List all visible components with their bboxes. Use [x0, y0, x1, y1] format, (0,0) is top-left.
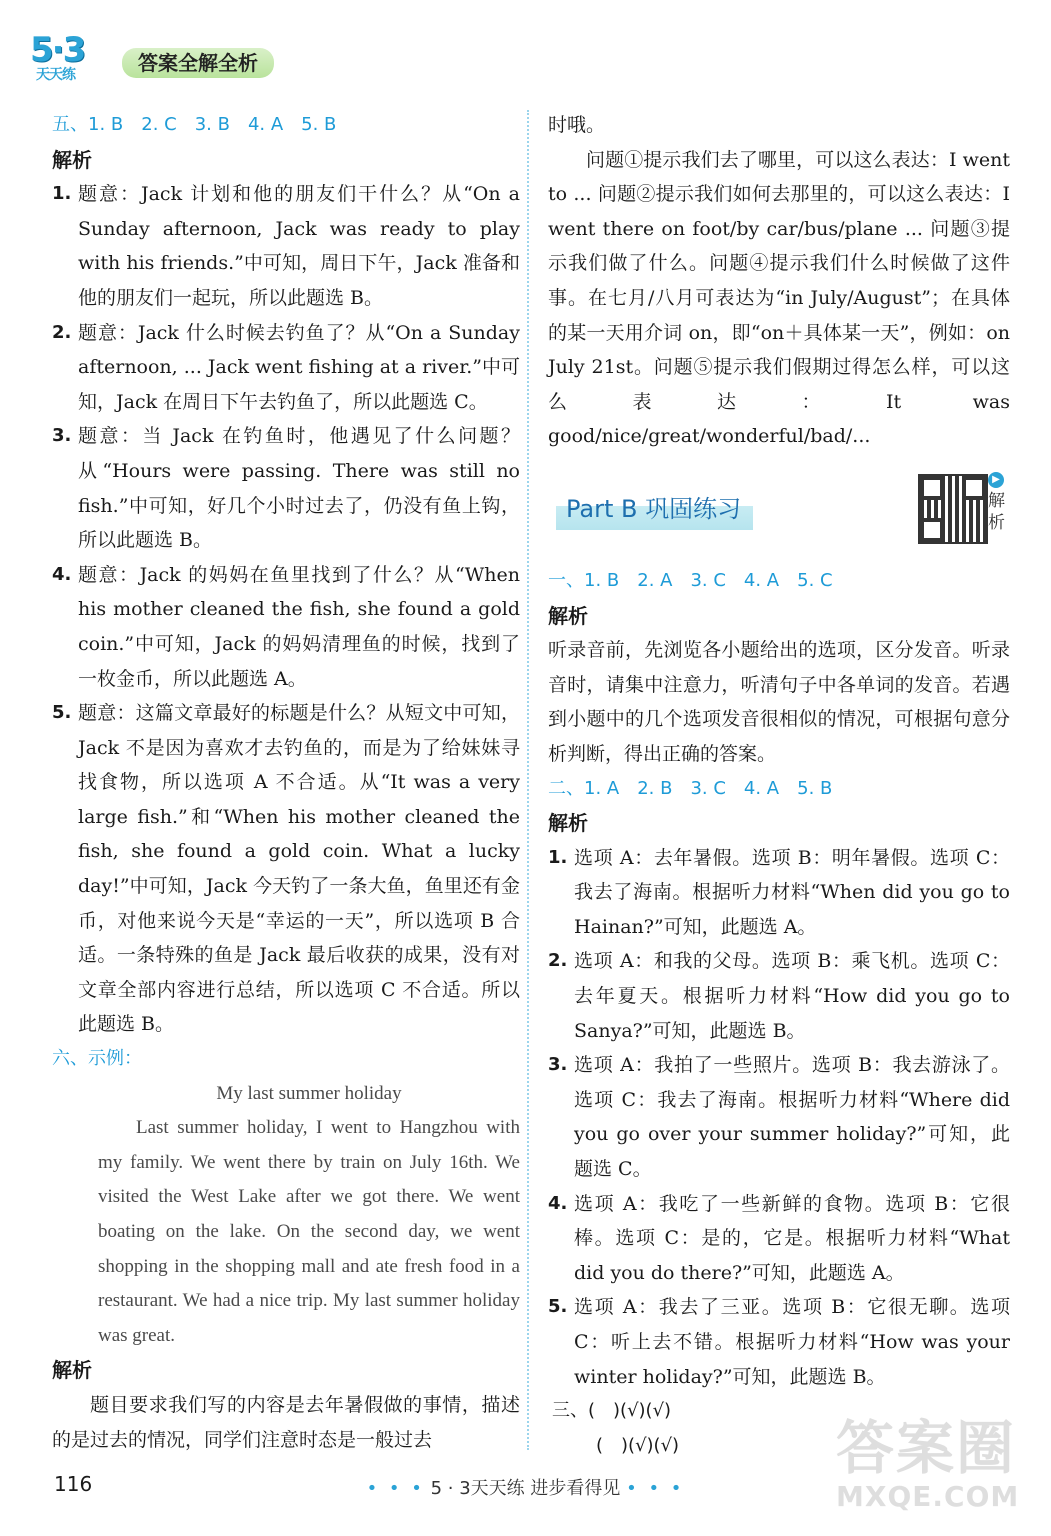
section1-answers: 一、1. B 2. A 3. C 4. A 5. C — [548, 569, 833, 591]
list-item — [52, 177, 520, 315]
check-row: 三、( )(√)(√) — [552, 1400, 672, 1422]
list-item — [548, 1290, 1010, 1394]
item-text: 选项 A：我吃了一些新鲜的食物。选项 B：它很棒。选项 C：是的，它是。根据听力材料“What did you do there?”可知，此题选 A。 — [574, 1192, 1010, 1284]
analysis-heading: 解析 — [52, 1358, 92, 1383]
item-text: 选项 A：我拍了一些照片。选项 B：我去游泳了。选项 C：我去了海南。根据听力材料“Where did you go over your summer holiday?”可知，此题选 C。 — [574, 1054, 1010, 1181]
list-item — [548, 944, 1010, 1048]
footer-slogan: 5 · 3天天练 进步看得见 — [430, 1478, 621, 1499]
essay-title: My last summer holiday — [216, 1082, 402, 1104]
item-number: 5. — [548, 1296, 568, 1318]
item-text: 题意：这篇文章最好的标题是什么？从短文中可知，Jack 不是因为喜欢才去钓鱼的，而是为了给妹妹寻找食物，所以选项 A 不合适。从“It was a very large fish.”和“When his mother cleaned the fish, she found a gold coin. What a lucky day!”中可知，Jack 今天钓了一条大鱼，鱼里还有金币，对他来说今天是“幸运的一天”，所以选项 B 合适。一条特殊的鱼是 Jack 最后收获的成果，没有对文章全部内容进行总结，所以选项 C 不合适。所以此题选 B。 — [78, 702, 520, 1036]
list-item — [52, 558, 520, 696]
list-item — [548, 1187, 1010, 1291]
analysis-heading: 解析 — [52, 147, 92, 172]
qr-caption: 解析 — [988, 490, 1005, 533]
left-column — [52, 108, 520, 1457]
logo-mark: 5·3 — [30, 30, 85, 70]
essay-analysis: 题目要求我们写的内容是去年暑假做的事情，描述的是过去的情况，同学们注意时态是一般过去 — [52, 1393, 520, 1451]
section5-answers: 五、1. B 2. C 3. B 4. A 5. B — [52, 114, 337, 135]
section6-label: 六、示例： — [52, 1048, 142, 1070]
logo-subtitle: 天天练 — [36, 67, 75, 83]
item-text: 选项 A：和我的父母。选项 B：乘飞机。选项 C：去年夏天。根据听力材料“How did you go to Sanya?”可知，此题选 B。 — [574, 950, 1010, 1042]
item-text: 题意：Jack 计划和他的朋友们干什么？从“On a Sunday afternoon, Jack was ready to play with his friends.”中可知，周日下午，Jack 准备和他的朋友们一起玩，所以此题选 B。 — [78, 183, 520, 309]
section-badge: 答案全解全析 — [122, 48, 274, 78]
analysis-heading: 解析 — [548, 603, 588, 628]
essay-body: Last summer holiday, I went to Hangzhou with my family. We went there by train on July 16th. We visited the West Lake after we got there. We went boating on the lake. On the second day, we went shopping in the shopping mall and ate fresh food in a restaurant. We had a nice trip. My last summer holiday was great. — [98, 1117, 520, 1346]
writing-hints: 问题①提示我们去了哪里，可以这么表达：I went to ... 问题②提示我们如何去那里的，可以这么表达：I went there on foot/by car/bus/plane ... 问题③提示我们做了什么。问题④提示我们什么时候做了这件事。在七月/八月可表达为“in July/August”；在具体的某一天用介词 on，即“on＋具体某一天”，例如：on July 21st。问题⑤提示我们假期过得怎么样，可以这么表达：It was good/nice/great/wonderful/bad/... — [548, 148, 1010, 448]
watermark-text: 答案圈 — [836, 1414, 1017, 1482]
page-header — [22, 28, 422, 88]
brand-logo — [22, 28, 114, 86]
item-number: 4. — [548, 1192, 568, 1214]
item-text: 题意：Jack 的妈妈在鱼里找到了什么？从“When his mother cleaned the fish, she found a gold coin.”中可知，Jack 的妈妈清理鱼的时候，找到了一枚金币，所以此题选 A。 — [78, 563, 520, 690]
part-b-title: Part B 巩固练习 — [556, 490, 753, 530]
item-number: 2. — [548, 950, 568, 972]
analysis-continued: 时哦。 — [548, 114, 606, 136]
page-number: 116 — [54, 1472, 93, 1496]
watermark-url: MXQE.COM — [836, 1480, 1020, 1513]
item-number: 2. — [52, 321, 72, 343]
item-text: 题意：Jack 什么时候去钓鱼了？从“On a Sunday afternoon, ... Jack went fishing at a river.”中可知，Jack 在周日下午去钓鱼了，所以此题选 C。 — [78, 321, 520, 413]
analysis-heading: 解析 — [548, 811, 588, 836]
item-number: 3. — [548, 1054, 568, 1076]
column-divider — [527, 110, 529, 1450]
footer-dots-left: • • • — [366, 1478, 425, 1499]
item-text: 选项 A：我去了三亚。选项 B：它很无聊。选项 C：听上去不错。根据听力材料“How was your winter holiday?”可知，此题选 B。 — [574, 1296, 1010, 1388]
list-item — [52, 316, 520, 420]
qr-code-icon[interactable] — [918, 474, 988, 544]
item-number: 1. — [548, 846, 568, 868]
watermark — [836, 1416, 1036, 1526]
item-text: 选项 A：去年暑假。选项 B：明年暑假。选项 C：我去了海南。根据听力材料“When did you go to Hainan?”可知，此题选 A。 — [574, 846, 1010, 938]
check-row: ( )(√)(√) — [596, 1434, 680, 1456]
right-column — [548, 108, 1010, 1463]
footer-dots-right: • • • — [626, 1478, 685, 1499]
item-number: 1. — [52, 183, 72, 205]
item-text: 题意：当 Jack 在钓鱼时，他遇见了什么问题？从“Hours were passing. There was still no fish.”中可知，好几个小时过去了，仍没有鱼上钩，所以此题选 B。 — [78, 425, 520, 552]
list-item — [52, 419, 520, 557]
item-number: 5. — [52, 702, 72, 724]
list-item — [548, 841, 1010, 945]
sample-essay — [52, 1077, 520, 1354]
part-b-header — [548, 460, 1010, 564]
section1-analysis: 听录音前，先浏览各小题给出的选项，区分发音。听录音时，请集中注意力，听清句子中各单词的发音。若遇到小题中的几个选项发音很相似的情况，可根据句意分析判断，得出正确的答案。 — [548, 639, 1010, 765]
item-number: 4. — [52, 563, 72, 585]
section2-answers: 二、1. A 2. B 3. C 4. A 5. B — [548, 777, 833, 799]
item-number: 3. — [52, 425, 72, 447]
list-item — [548, 1048, 1010, 1186]
list-item — [52, 696, 520, 1042]
play-icon[interactable]: ▶ — [988, 472, 1004, 488]
